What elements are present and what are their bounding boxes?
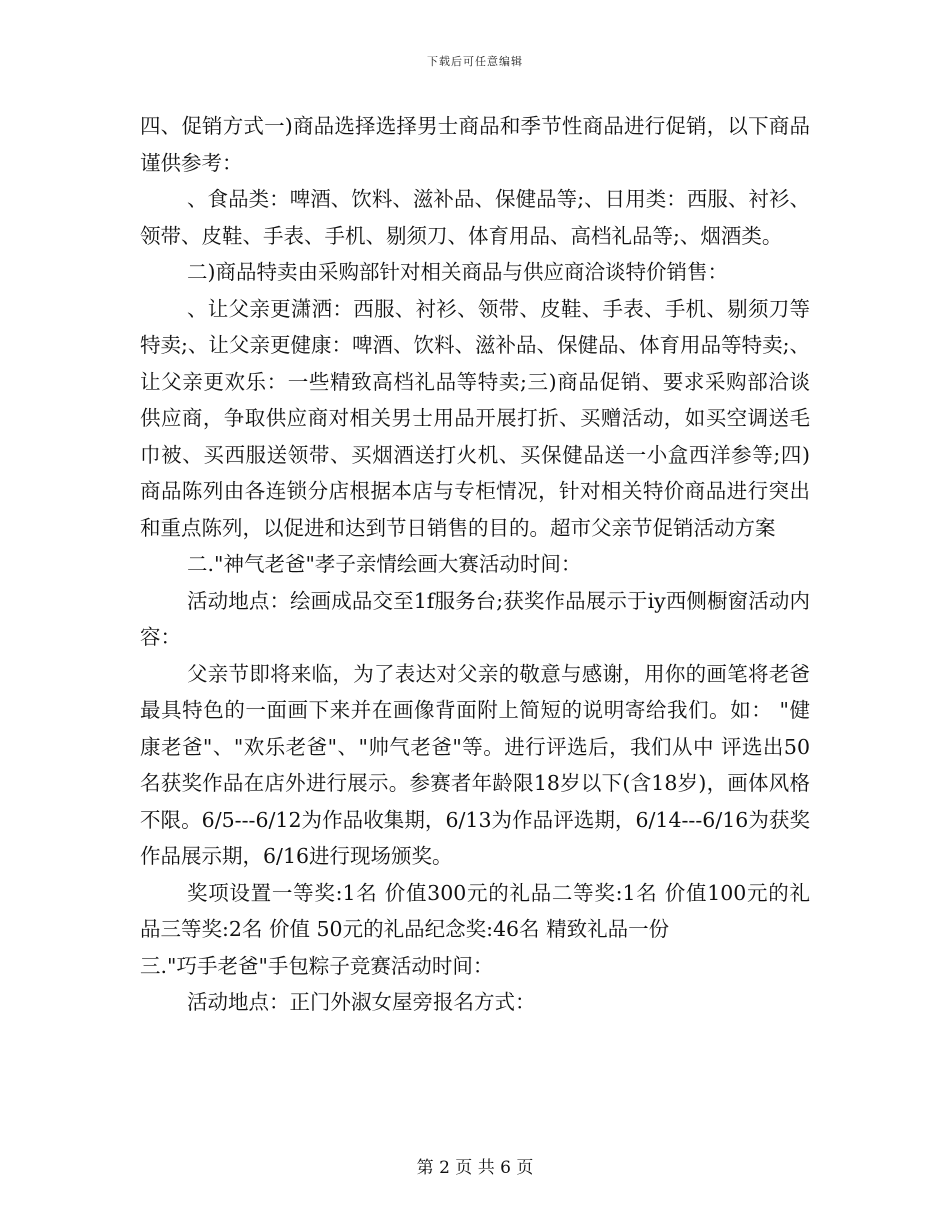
paragraph: 奖项设置一等奖:1名 价值300元的礼品二等奖:1名 价值100元的礼品三等奖:2名 价值 50元的礼品纪念奖:46名 精致礼品一份	[140, 880, 810, 941]
paragraph: 三."巧手老爸"手包粽子竞赛活动时间：	[140, 953, 494, 978]
paragraph: 父亲节即将来临，为了表达对父亲的敬意与感谢，用你的画笔将老爸 最具特色的一面画下来并在画像背面附上简短的说明寄给我们。如： "健康老爸"、"欢乐老爸"、"帅气老爸"等。进行评选后，我们从中 评选出50名获奖作品在店外进行展示。参赛者年龄限18岁以下(含18岁)，画体风格不限。6/5---6/12为作品收集期，6/13为作品评选期，6/14---6/16为获奖作品展示期，6/16进行现场颁奖。	[140, 661, 810, 868]
paragraph: 活动地点：正门外淑女屋旁报名方式：	[187, 990, 536, 1014]
document-body	[140, 108, 810, 1021]
page-number: 第 2 页 共 6 页	[416, 1158, 534, 1178]
paragraph: 二."神气老爸"孝子亲情绘画大赛活动时间：	[187, 552, 582, 576]
paragraph: 二)商品特卖由采购部针对相关商品与供应商洽谈特价销售：	[187, 260, 728, 284]
paragraph: 四、促销方式一)商品选择选择男士商品和季节性商品进行促销，以下商品谨供参考：	[140, 114, 810, 175]
page-header: 下载后可任意编辑	[427, 55, 523, 68]
paragraph: 活动地点：绘画成品交至1f服务台;获奖作品展示于iy西侧橱窗活动内容：	[140, 588, 810, 649]
paragraph: 、食品类：啤酒、饮料、滋补品、保健品等;、日用类：西服、衬衫、领带、皮鞋、手表、手机、剔须刀、体育用品、高档礼品等;、烟酒类。	[140, 187, 810, 248]
paragraph: 、让父亲更潇洒：西服、衬衫、领带、皮鞋、手表、手机、剔须刀等特卖;、让父亲更健康：啤酒、饮料、滋补品、保健品、体育用品等特卖;、让父亲更欢乐：一些精致高档礼品等特卖;三)商品促销、要求采购部洽谈供应商，争取供应商对相关男士用品开展打折、买赠活动，如买空调送毛巾被、买西服送领带、买烟酒送打火机、买保健品送一小盒西洋参等;四)商品陈列由各连锁分店根据本店与专柜情况，针对相关特价商品进行突出和重点陈列，以促进和达到节日销售的目的。超市父亲节促销活动方案	[140, 296, 810, 540]
